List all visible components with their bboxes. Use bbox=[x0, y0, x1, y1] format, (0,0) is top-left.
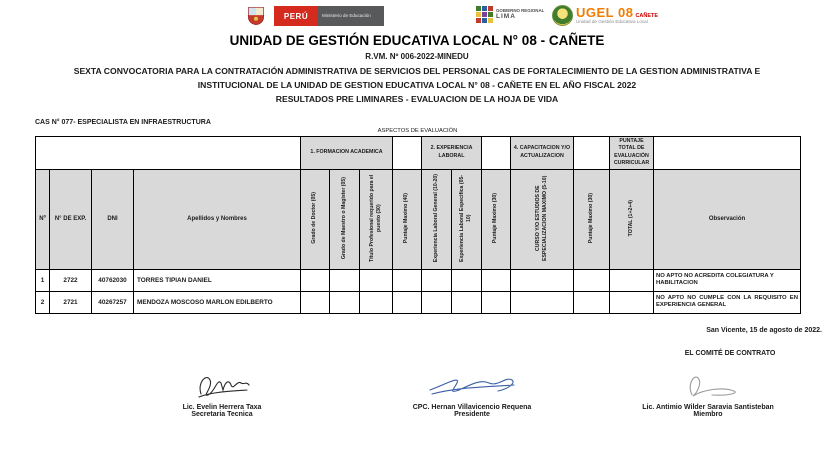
cell-num: 2 bbox=[36, 291, 50, 313]
cell-exp: 2721 bbox=[50, 291, 92, 313]
cell-dni: 40762030 bbox=[92, 269, 134, 291]
minedu-label: Ministerio de Educación bbox=[318, 6, 384, 26]
ugel-08-logo bbox=[552, 5, 658, 26]
group-header-puntaje-total: PUNTAJE TOTAL DE EVALUACIÓN CURRICULAR bbox=[610, 137, 654, 170]
cell-score bbox=[511, 269, 574, 291]
cell-score bbox=[360, 291, 393, 313]
cell-score bbox=[482, 269, 511, 291]
col-header-exp: N° DE EXP. bbox=[50, 169, 92, 269]
evaluation-table-wrapper bbox=[35, 136, 801, 314]
table-row bbox=[36, 269, 801, 291]
minedu-banner bbox=[274, 6, 384, 26]
group-header-capacitacion: 4. CAPACITACION Y/O ACTUALIZACION bbox=[511, 137, 574, 170]
signatory-name: Lic. Evelin Herrera Taxa bbox=[182, 404, 262, 411]
signature-icon bbox=[191, 370, 253, 402]
cell-score bbox=[301, 269, 330, 291]
logo-strip bbox=[240, 3, 660, 29]
col-header-puntaje-max-formacion: Puntaje Maximo (40) bbox=[393, 169, 422, 269]
cell-score bbox=[574, 291, 610, 313]
signatory-role: Secretaria Tecnica bbox=[191, 411, 253, 418]
col-header-curso-especializacion: CURSO Y/O ESTUDIOS DE ESPECIALIZACION MAXIMO (5-10) bbox=[511, 169, 574, 269]
group-header-spacer bbox=[482, 137, 511, 170]
signature-block-presidente bbox=[372, 368, 572, 418]
signature-block-miembro bbox=[608, 368, 808, 418]
resolution-number: R.VM. Nº 006-2022-MINEDU bbox=[365, 52, 469, 61]
cell-score bbox=[330, 269, 360, 291]
evaluation-table bbox=[35, 136, 801, 314]
ugel-region: CAÑETE bbox=[635, 12, 659, 19]
group-header-spacer bbox=[36, 137, 301, 170]
ugel-tagline: Unidad de Gestión Educativa Local bbox=[576, 19, 648, 25]
results-subtitle: RESULTADOS PRE LIMINARES - EVALUACION DE LA HOJA DE VIDA bbox=[275, 94, 559, 104]
cell-observation: NO APTO NO ACREDITA COLEGIATURA Y HABILITACION bbox=[654, 269, 801, 291]
cell-score bbox=[422, 291, 452, 313]
col-header-dni: DNI bbox=[92, 169, 134, 269]
col-header-puntaje-max-experiencia: Puntaje Maximo (30) bbox=[482, 169, 511, 269]
peru-coat-of-arms-icon bbox=[245, 5, 267, 27]
col-header-grado-maestro: Grado de Maestro o Magister (05) bbox=[330, 169, 360, 269]
cell-score bbox=[574, 269, 610, 291]
peru-label: PERÚ bbox=[274, 6, 318, 26]
group-header-experiencia: 2. EXPERIENCIA LABORAL bbox=[422, 137, 482, 170]
cell-score bbox=[452, 291, 482, 313]
cell-score bbox=[360, 269, 393, 291]
col-header-names: Apellidos y Nombres bbox=[134, 169, 301, 269]
col-header-observacion: Observación bbox=[654, 169, 801, 269]
cas-position-label: CAS N° 077- ESPECIALISTA EN INFRAESTRUCTURA bbox=[35, 119, 211, 126]
cell-score bbox=[452, 269, 482, 291]
group-header-spacer bbox=[574, 137, 610, 170]
ugel-emblem-icon bbox=[552, 5, 573, 26]
signature-icon bbox=[426, 370, 518, 402]
place-date: San Vicente, 15 de agosto de 2022. bbox=[706, 327, 822, 334]
signature-icon bbox=[672, 370, 744, 402]
signatory-role: Miembro bbox=[693, 411, 723, 418]
cell-score bbox=[422, 269, 452, 291]
cell-score bbox=[511, 291, 574, 313]
group-header-formacion: 1. FORMACION ACADEMICA bbox=[301, 137, 393, 170]
col-header-grado-doctor: Grado de Doctor (05) bbox=[301, 169, 330, 269]
gobierno-regional-lima-logo bbox=[476, 6, 544, 23]
table-group-header-row bbox=[36, 137, 801, 170]
signature-block-secretaria bbox=[122, 368, 322, 418]
gore-label-lima: LIMA bbox=[496, 13, 516, 21]
cell-name: TORRES TIPIAN DANIEL bbox=[134, 269, 301, 291]
cell-score bbox=[393, 291, 422, 313]
page-title: UNIDAD DE GESTIÓN EDUCATIVA LOCAL N° 08 - CAÑETE bbox=[229, 33, 605, 48]
signatory-name: Lic. Antimio Wilder Saravia Santisteban bbox=[642, 404, 774, 411]
convocatoria-line-2: INSTITUCIONAL DE LA UNIDAD DE GESTION EDUCATIVA LOCAL N° 08 - CAÑETE EN EL AÑO FISCAL 2022 bbox=[197, 80, 637, 90]
gore-lima-icon bbox=[476, 6, 493, 23]
cell-score bbox=[610, 269, 654, 291]
signatory-role: Presidente bbox=[454, 411, 490, 418]
col-header-experiencia-especifica: Experiencia Laboral Especifica (05-10) bbox=[452, 169, 482, 269]
table-row bbox=[36, 291, 801, 313]
cell-score bbox=[393, 269, 422, 291]
ugel-name: UGEL 08 bbox=[576, 4, 634, 20]
committee-heading: EL COMITÉ DE CONTRATO bbox=[684, 350, 776, 357]
table-column-header-row bbox=[36, 169, 801, 269]
convocatoria-line-1: SEXTA CONVOCATORIA PARA LA CONTRATACIÓN ADMINISTRATIVA DE SERVICIOS DEL PERSONAL CAS DE FORTALECIMIENTO DE LA GESTION ADMINISTRATIVA E bbox=[73, 66, 761, 76]
gore-lima-label bbox=[496, 9, 544, 21]
col-header-total: TOTAL (1+2+4) bbox=[610, 169, 654, 269]
group-header-spacer bbox=[654, 137, 801, 170]
group-header-spacer bbox=[393, 137, 422, 170]
aspects-evaluation-label: ASPECTOS DE EVALUACIÓN bbox=[377, 128, 458, 134]
cell-name: MENDOZA MOSCOSO MARLON EDILBERTO bbox=[134, 291, 301, 313]
cell-exp: 2722 bbox=[50, 269, 92, 291]
cell-dni: 40267257 bbox=[92, 291, 134, 313]
gore-label-top: GOBIERNO REGIONAL bbox=[496, 7, 545, 13]
col-header-puntaje-max-capacitacion: Puntaje Maximo (30) bbox=[574, 169, 610, 269]
signatory-name: CPC. Hernan Villavicencio Requena bbox=[412, 404, 532, 411]
col-header-titulo-profesional: Titulo Profesional requerido para el puesto (30) bbox=[360, 169, 393, 269]
cell-score bbox=[482, 291, 511, 313]
cell-observation: NO APTO NO CUMPLE CON LA REQUISITO EN EXPERIENCIA GENERAL bbox=[654, 291, 801, 313]
col-header-experiencia-general: Experiencia Laboral General (10-20) bbox=[422, 169, 452, 269]
cell-score bbox=[301, 291, 330, 313]
cell-score bbox=[330, 291, 360, 313]
col-header-num: Nº bbox=[36, 169, 50, 269]
cell-num: 1 bbox=[36, 269, 50, 291]
cell-score bbox=[610, 291, 654, 313]
